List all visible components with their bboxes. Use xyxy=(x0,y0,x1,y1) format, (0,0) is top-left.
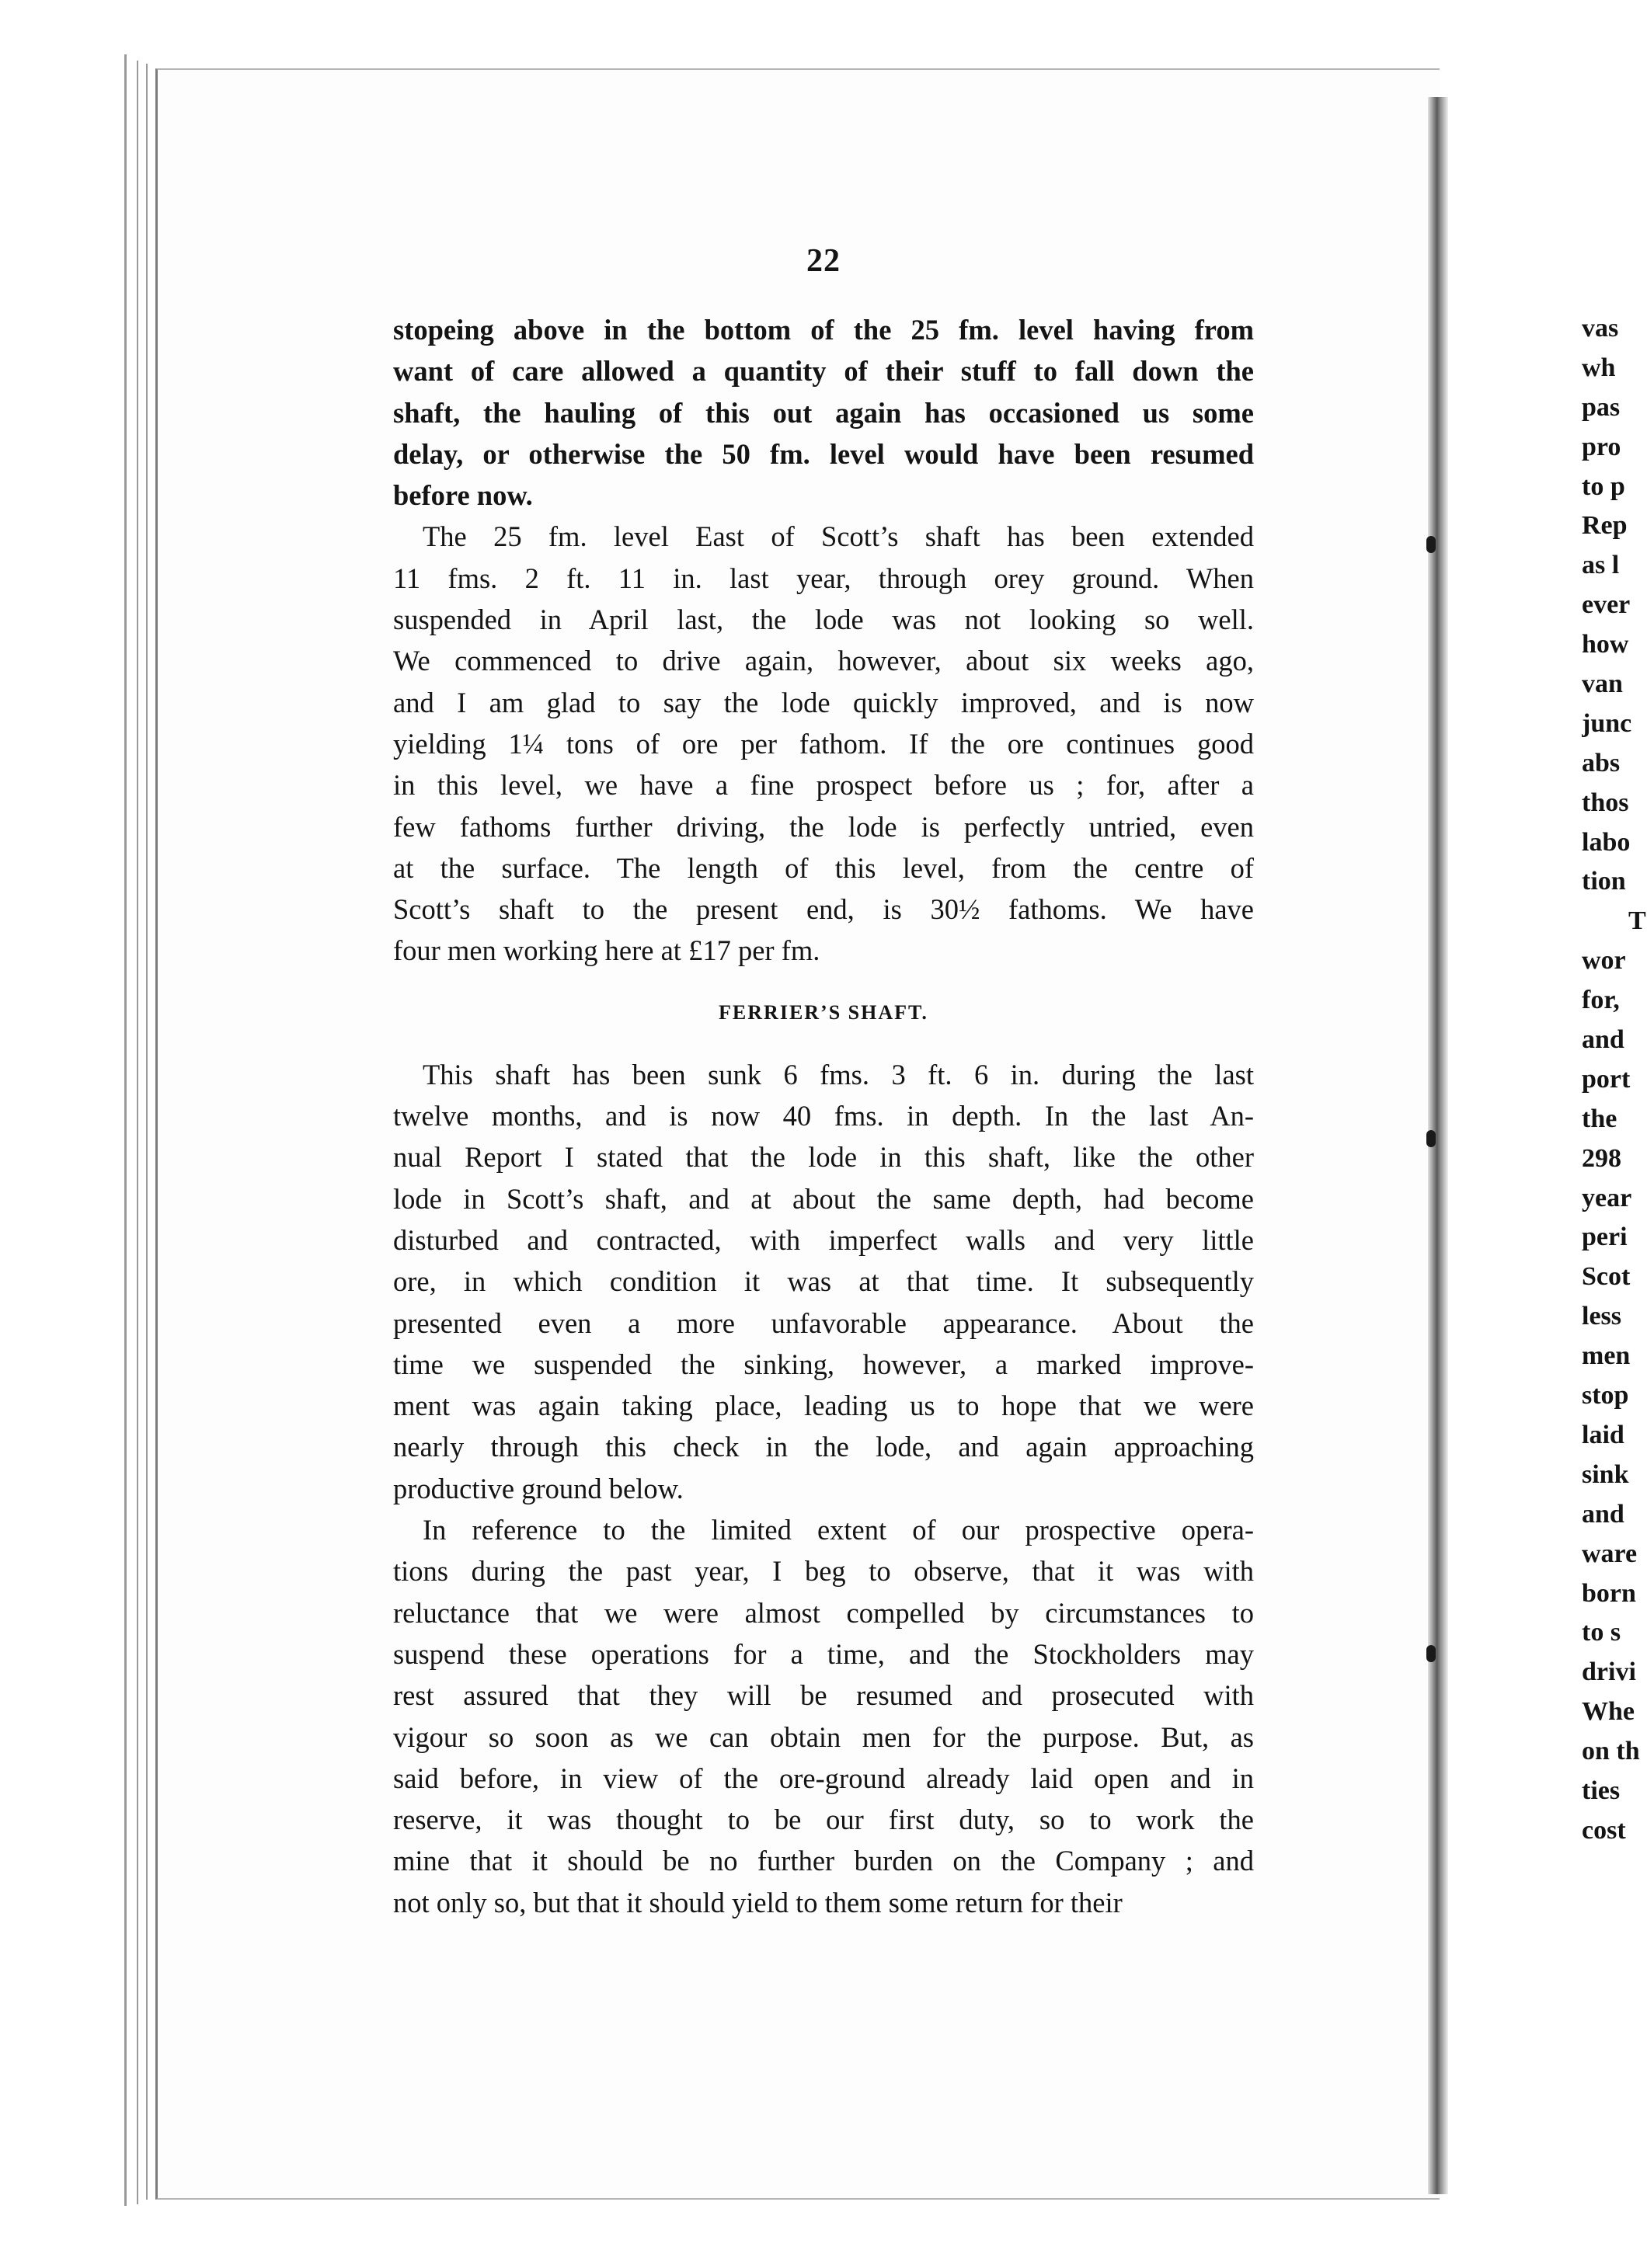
text-line: Scott’s shaft to the present end, is 30½ fathoms. We have xyxy=(393,893,1254,926)
text-line: productive ground below. xyxy=(393,1472,684,1504)
binding-stitch xyxy=(1426,536,1436,553)
text-line: disturbed and contracted, with imperfect walls and very little xyxy=(393,1223,1254,1256)
text-line: nearly through this check in the lode, and again approaching xyxy=(393,1431,1254,1463)
facing-page-fragment: less xyxy=(1582,1302,1621,1331)
facing-page-fragment: Whe xyxy=(1582,1697,1635,1727)
facing-page-fragment: ware xyxy=(1582,1539,1638,1568)
facing-page-fragment: to s xyxy=(1582,1618,1621,1647)
facing-page-fragment: and xyxy=(1582,1499,1624,1529)
text-line: before now. xyxy=(393,479,533,512)
facing-page-fragment: ever xyxy=(1582,590,1631,620)
page-stack-edge xyxy=(124,54,127,2206)
text-line: yielding 1¼ tons of ore per fathom. If the ore continues good xyxy=(393,727,1254,760)
text-line: stopeing above in the bottom of the 25 fm. level having from xyxy=(393,314,1254,346)
facing-page-fragment: pas xyxy=(1582,392,1621,422)
page-body-text xyxy=(393,309,1254,1923)
facing-page-fragment: T xyxy=(1628,906,1646,936)
section-heading: FERRIER’S SHAFT. xyxy=(719,1000,928,1024)
text-line: time we suspended the sinking, however, a marked improve- xyxy=(393,1348,1254,1380)
facing-page-fragment: drivi xyxy=(1582,1658,1636,1687)
text-line: vigour so soon as we can obtain men for the purpose. But, as xyxy=(393,1720,1254,1753)
facing-page-fragment: tion xyxy=(1582,867,1626,896)
paragraph-group-bottom xyxy=(393,1054,1254,1923)
facing-page-fragment: junc xyxy=(1582,708,1632,738)
text-line: in this level, we have a fine prospect before us ; for, after a xyxy=(393,769,1254,802)
page-number: 22 xyxy=(806,243,841,279)
text-line: lode in Scott’s shaft, and at about the same depth, had become xyxy=(393,1182,1254,1215)
text-line: at the surface. The length of this level, from the centre of xyxy=(393,851,1254,884)
text-line: suspended in April last, the lode was not looking so well. xyxy=(393,604,1254,636)
text-line: 11 fms. 2 ft. 11 in. last year, through orey ground. When xyxy=(393,562,1254,594)
text-line: We commenced to drive again, however, about six weeks ago, xyxy=(393,645,1254,677)
text-line: twelve months, and is now 40 fms. in depth. In the last An- xyxy=(393,1100,1254,1132)
facing-page-fragment: and xyxy=(1582,1025,1624,1055)
facing-page-fragment: stop xyxy=(1582,1381,1629,1411)
text-line: suspend these operations for a time, and the Stockholders may xyxy=(393,1637,1254,1670)
facing-page-fragment: van xyxy=(1582,670,1623,699)
facing-page-fragment: cost xyxy=(1582,1815,1626,1845)
facing-page-fragment: pro xyxy=(1582,432,1621,461)
facing-page-fragment: ties xyxy=(1582,1776,1621,1805)
text-line: In reference to the limited extent of our prospective opera- xyxy=(423,1514,1254,1546)
text-line: This shaft has been sunk 6 fms. 3 ft. 6 in. during the last xyxy=(423,1058,1254,1091)
facing-page-fragment: Scot xyxy=(1582,1262,1631,1292)
binding-stitch xyxy=(1426,1645,1436,1662)
facing-page-fragment: year xyxy=(1582,1183,1632,1212)
text-line: reluctance that we were almost compelled by circumstances to xyxy=(393,1596,1254,1629)
facing-page-fragment: wor xyxy=(1582,946,1626,976)
text-line: ore, in which condition it was at that time. It subsequently xyxy=(393,1265,1254,1298)
facing-page-fragment: laid xyxy=(1582,1420,1624,1449)
paragraph-group-top xyxy=(393,309,1254,972)
facing-page-fragment: sink xyxy=(1582,1459,1629,1489)
text-line: few fathoms further driving, the lode is perfectly untried, even xyxy=(393,810,1254,843)
text-line: said before, in view of the ore-ground already laid open and in xyxy=(393,1762,1254,1794)
facing-page-fragments xyxy=(1582,309,1647,1851)
facing-page-fragment: vas xyxy=(1582,314,1619,343)
facing-page-fragment: thos xyxy=(1582,788,1629,817)
facing-page-fragment: on th xyxy=(1582,1737,1640,1766)
text-line: not only so, but that it should yield to them some return for their xyxy=(393,1886,1123,1918)
facing-page-fragment: men xyxy=(1582,1341,1631,1371)
text-line: tions during the past year, I beg to observe, that it was with xyxy=(393,1555,1254,1588)
facing-page-fragment: to p xyxy=(1582,471,1625,501)
binding-stitch xyxy=(1426,1130,1436,1147)
text-line: four men working here at £17 per fm. xyxy=(393,934,820,967)
text-line: ment was again taking place, leading us to hope that we were xyxy=(393,1390,1254,1422)
facing-page-fragment: peri xyxy=(1582,1223,1628,1252)
page-stack-edge xyxy=(146,64,148,2200)
text-line: The 25 fm. level East of Scott’s shaft has been extended xyxy=(423,520,1254,553)
text-line: nual Report I stated that the lode in this shaft, like the other xyxy=(393,1141,1254,1174)
text-line: presented even a more unfavorable appearance. About the xyxy=(393,1306,1254,1339)
text-line: shaft, the hauling of this out again has occasioned us some xyxy=(393,396,1254,429)
facing-page-fragment: labo xyxy=(1582,827,1631,857)
facing-page-fragment: for, xyxy=(1582,986,1620,1015)
facing-page-fragment: 298 xyxy=(1582,1143,1621,1173)
text-line: rest assured that they will be resumed and prosecuted with xyxy=(393,1679,1254,1712)
facing-page-fragment: the xyxy=(1582,1104,1617,1133)
text-line: reserve, it was thought to be our first duty, so to work the xyxy=(393,1804,1254,1836)
facing-page-fragment: how xyxy=(1582,630,1629,659)
facing-page-fragment: port xyxy=(1582,1064,1631,1094)
text-line: and I am glad to say the lode quickly improved, and is now xyxy=(393,686,1254,718)
facing-page-fragment: as l xyxy=(1582,551,1620,580)
facing-page-fragment: born xyxy=(1582,1578,1636,1608)
text-line: want of care allowed a quantity of their stuff to fall down the xyxy=(393,355,1254,388)
text-line: mine that it should be no further burden on the Company ; and xyxy=(393,1845,1254,1877)
facing-page-fragment: wh xyxy=(1582,353,1616,382)
facing-page-fragment: abs xyxy=(1582,748,1621,777)
text-line: delay, or otherwise the 50 fm. level would have been resumed xyxy=(393,437,1254,470)
facing-page-fragment: Rep xyxy=(1582,511,1628,541)
page-stack-edge xyxy=(137,61,138,2204)
